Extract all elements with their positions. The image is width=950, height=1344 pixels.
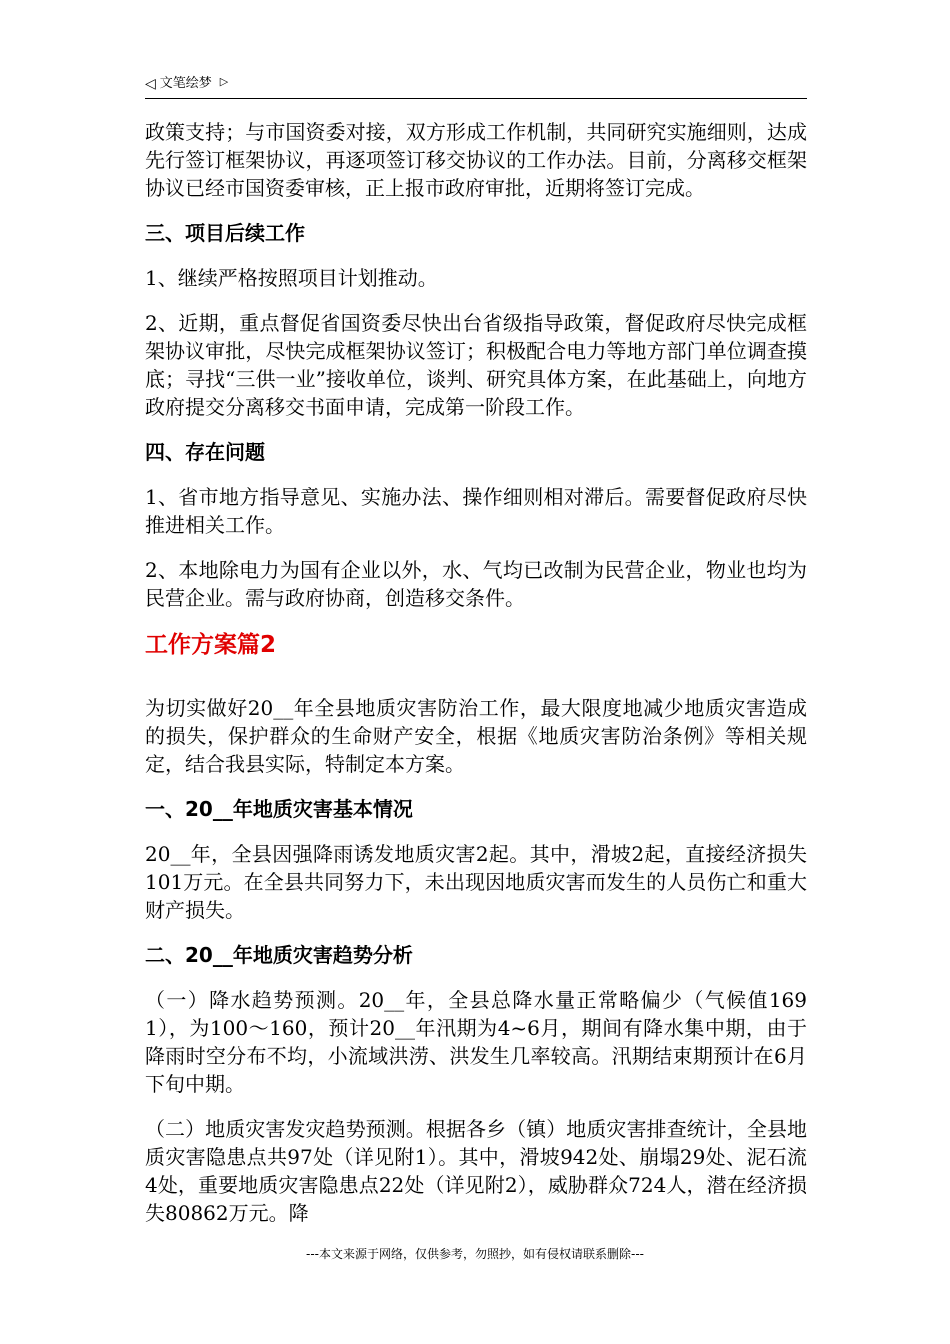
page-footer-disclaimer: ---本文来源于网络，仅供参考，勿照抄，如有侵权请联系删除---: [306, 1247, 644, 1261]
heading-basic-situation: 一、20__年地质灾害基本情况: [145, 797, 413, 821]
section-title-plan-2: 工作方案篇2: [145, 632, 277, 658]
paragraph-policy-support: 政策支持；与市国资委对接，双方形成工作机制，共同研究实施细则，达成先行签订框架协议，再逐项签订移交协议的工作办法。目前，分离移交框架协议已经市国资委审核，正上报市政府审批，近期将签订完成。: [145, 120, 807, 200]
left-triangle-icon: ◁: [145, 76, 156, 92]
heading-existing-problems: 四、存在问题: [145, 440, 265, 464]
paragraph-follow-up-2: 2、近期，重点督促省国资委尽快出台省级指导政策，督促政府尽快完成框架协议审批，尽快完成框架协议签订；积极配合电力等地方部门单位调查摸底；寻找“三供一业”接收单位，谈判、研究具体方案，在此基础上，向地方政府提交分离移交书面申请，完成第一阶段工作。: [145, 311, 807, 419]
paragraph-problem-1: 1、省市地方指导意见、实施办法、操作细则相对滞后。需要督促政府尽快推进相关工作。: [145, 485, 807, 537]
header-title: 文笔绘梦: [159, 76, 212, 91]
document-body: [145, 118, 807, 1244]
paragraph-plan-intro: 为切实做好20__年全县地质灾害防治工作，最大限度地减少地质灾害造成的损失，保护群众的生命财产安全，根据《地质灾害防治条例》等相关规定，结合我县实际，特制定本方案。: [145, 696, 807, 776]
paragraph-basic-situation: 20__年，全县因强降雨诱发地质灾害2起。其中，滑坡2起，直接经济损失101万元。在全县共同努力下，未出现因地质灾害而发生的人员伤亡和重大财产损失。: [145, 842, 807, 922]
paragraph-rainfall-forecast: （一）降水趋势预测。20__年，全县总降水量正常略偏少（气候值1691），为100～160，预计20__年汛期为4~6月，期间有降水集中期，由于降雨时空分布不均，小流域洪涝、洪发生几率较高。汛期结束期预计在6月下旬中期。: [145, 988, 807, 1096]
heading-follow-up-work: 三、项目后续工作: [145, 221, 305, 245]
paragraph-problem-2: 2、本地除电力为国有企业以外，水、气均已改制为民营企业，物业也均为民营企业。需与政府协商，创造移交条件。: [145, 558, 807, 610]
paragraph-follow-up-1: 1、继续严格按照项目计划推动。: [145, 266, 438, 290]
page-header: [145, 74, 807, 99]
heading-trend-analysis: 二、20__年地质灾害趋势分析: [145, 943, 413, 967]
right-triangle-icon: ▷: [219, 75, 229, 88]
paragraph-disaster-forecast: （二）地质灾害发灾趋势预测。根据各乡（镇）地质灾害排查统计，全县地质灾害隐患点共97处（详见附1）。其中，滑坡942处、崩塌29处、泥石流4处，重要地质灾害隐患点22处（详见附2），威胁群众724人，潜在经济损失80862万元。降: [145, 1117, 807, 1225]
